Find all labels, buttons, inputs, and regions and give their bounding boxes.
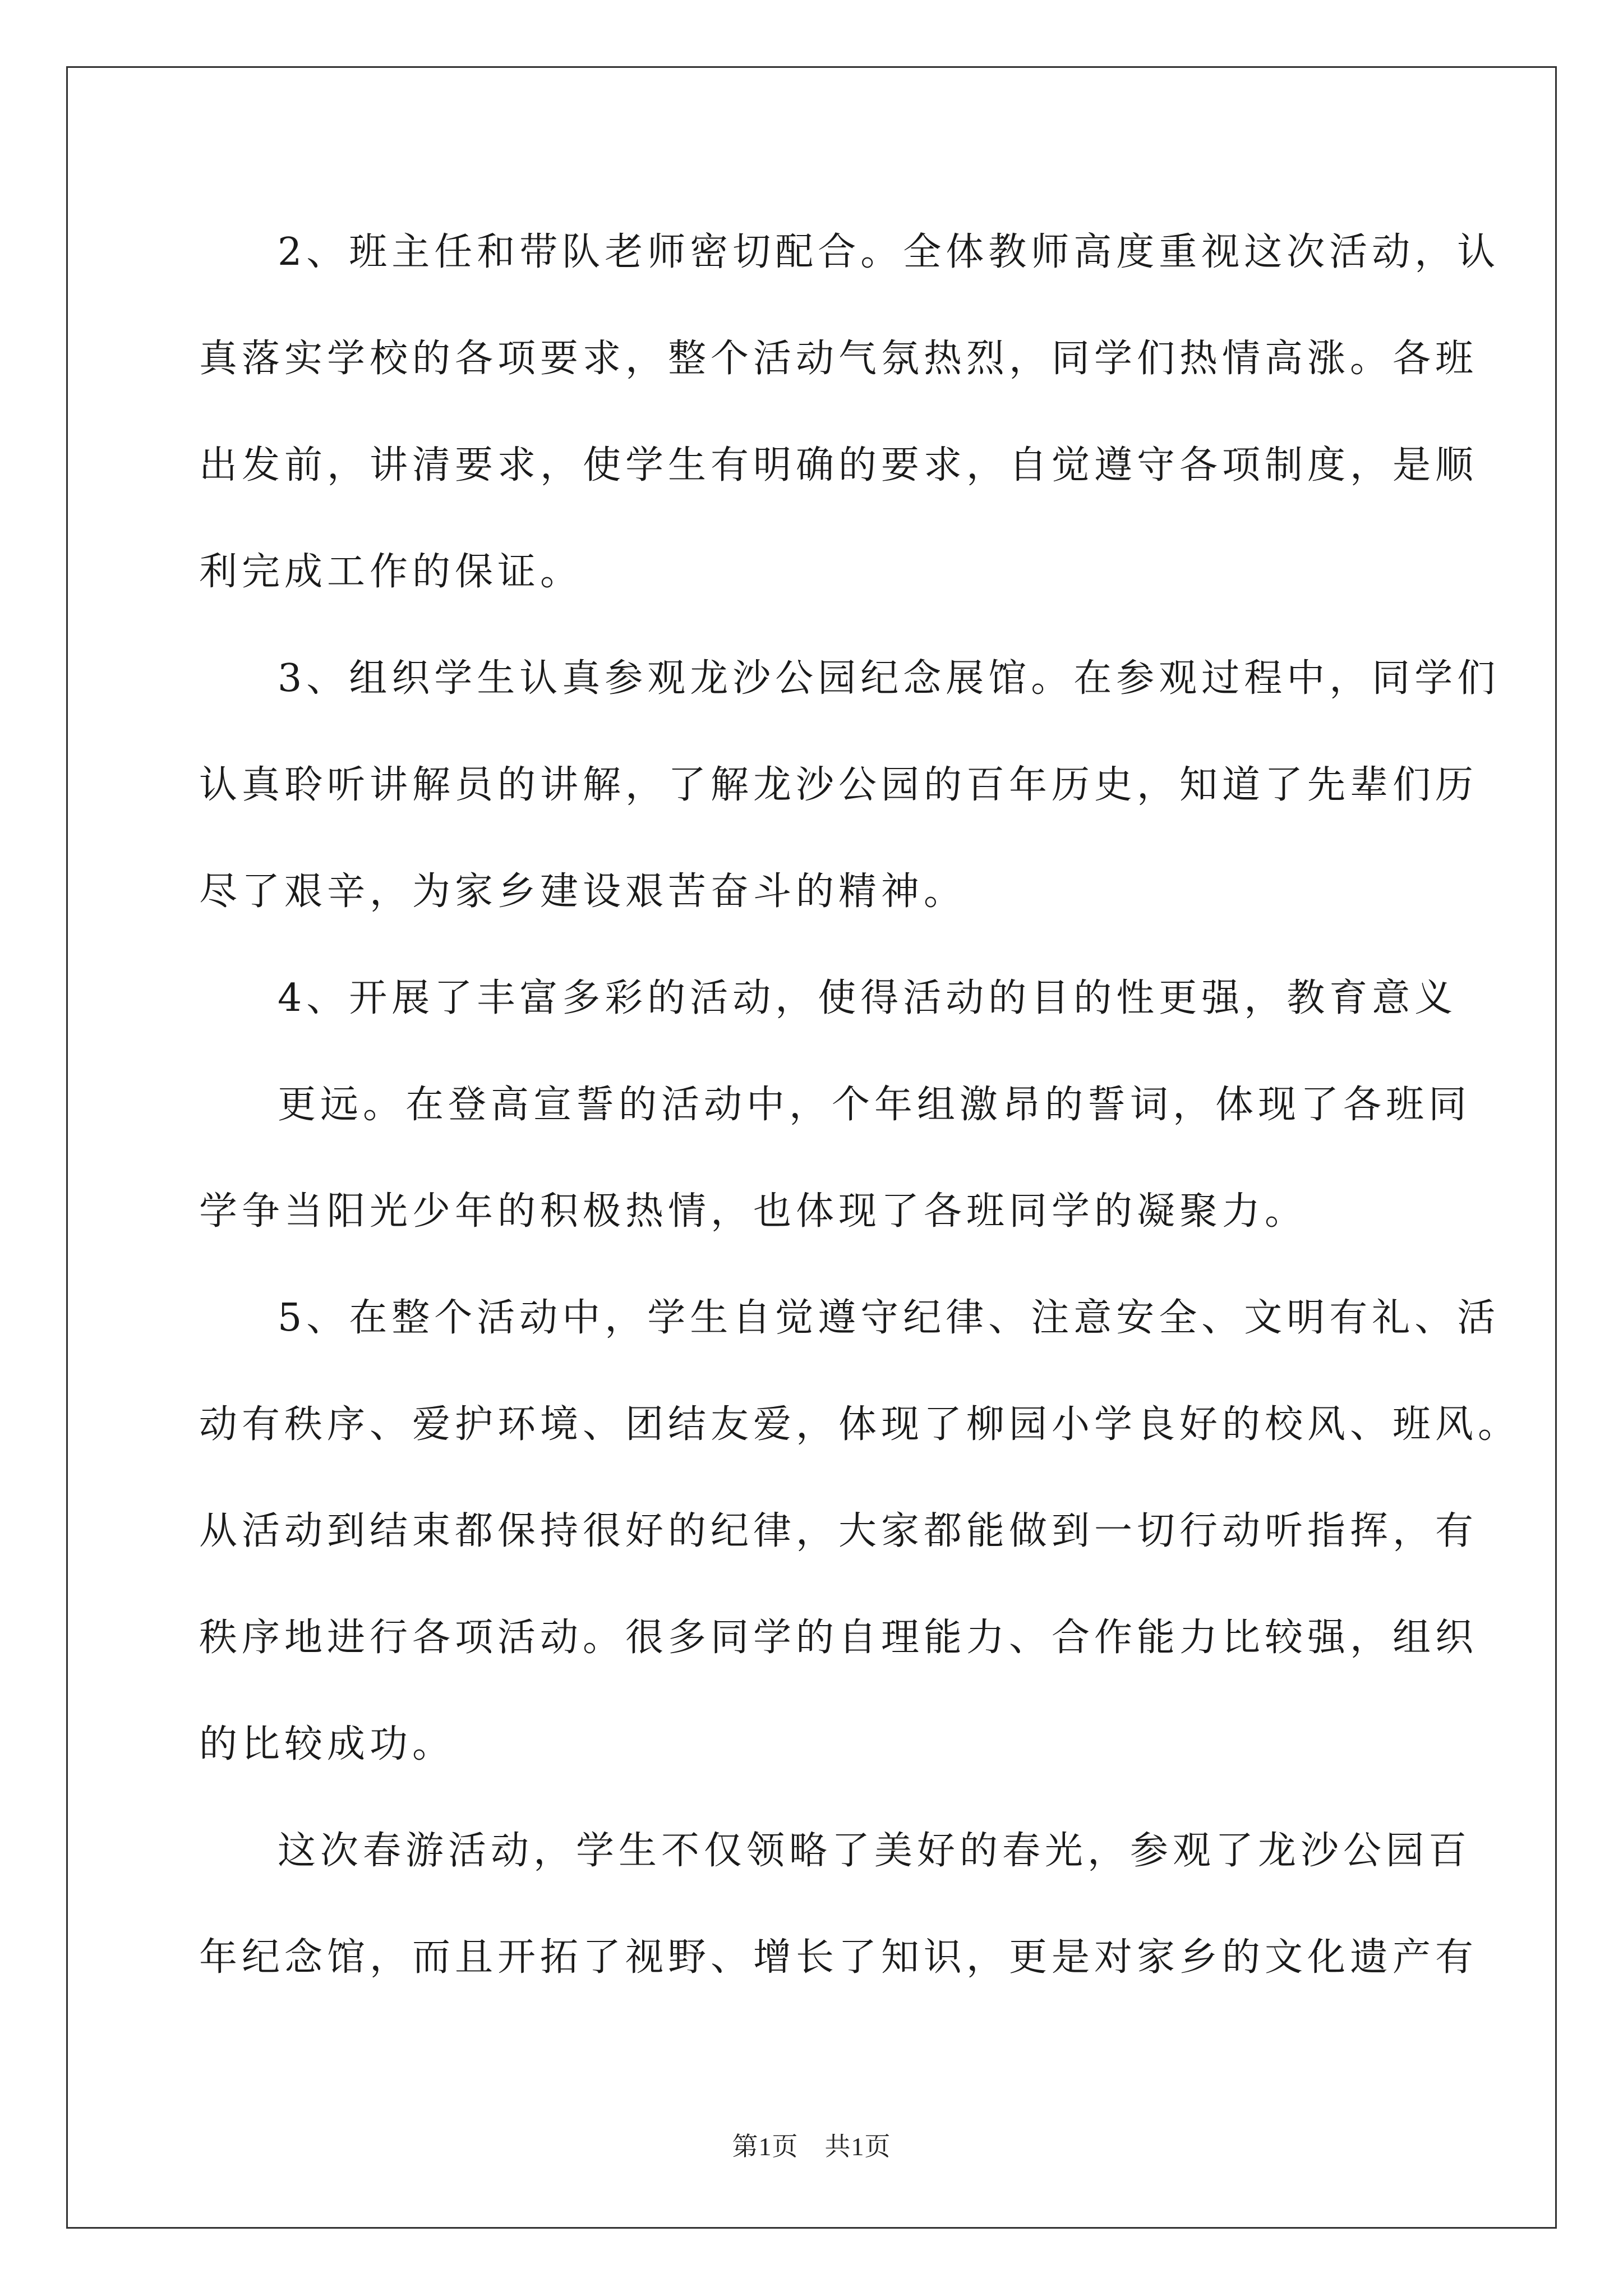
text-line: 更远。在登高宣誓的活动中，个年组激昂的誓词，体现了各班同 (278, 1083, 1472, 1127)
text-line: 这次春游活动，学生不仅领略了美好的春光，参观了龙沙公园百 (278, 1829, 1472, 1873)
text-line: 利完成工作的保证。 (199, 550, 583, 594)
page-number: 第1页 共1页 (732, 2132, 891, 2161)
text-line: 动有秩序、爱护环境、团结友爱，体现了柳园小学良好的校风、班风。 (199, 1402, 1521, 1447)
text-line: 真落实学校的各项要求，整个活动气氛热烈，同学们热情高涨。各班 (199, 337, 1478, 381)
text-line: 4、开展了丰富多彩的活动，使得活动的目的性更强，教育意义 (278, 976, 1458, 1020)
text-line: 学争当阳光少年的积极热情，也体现了各班同学的凝聚力。 (199, 1189, 1308, 1234)
text-line: 的比较成功。 (199, 1722, 455, 1766)
text-line: 5、在整个活动中，学生自觉遵守纪律、注意安全、文明有礼、活 (278, 1296, 1500, 1340)
document-body (199, 219, 1521, 2031)
text-line: 3、组织学生认真参观龙沙公园纪念展馆。在参观过程中，同学们 (278, 656, 1500, 701)
text-line: 出发前，讲清要求，使学生有明确的要求，自觉遵守各项制度，是顺 (199, 443, 1478, 487)
text-line: 秩序地进行各项活动。很多同学的自理能力、合作能力比较强，组织 (199, 1616, 1478, 1660)
text-line: 年纪念馆，而且开拓了视野、增长了知识，更是对家乡的文化遗产有 (199, 1935, 1478, 1980)
text-line: 认真聆听讲解员的讲解，了解龙沙公园的百年历史，知道了先辈们历 (199, 763, 1478, 807)
text-line: 尽了艰辛，为家乡建设艰苦奋斗的精神。 (199, 869, 967, 914)
text-line: 从活动到结束都保持很好的纪律，大家都能做到一切行动听指挥，有 (199, 1509, 1478, 1553)
text-line: 2、班主任和带队老师密切配合。全体教师高度重视这次活动，认 (278, 230, 1500, 274)
